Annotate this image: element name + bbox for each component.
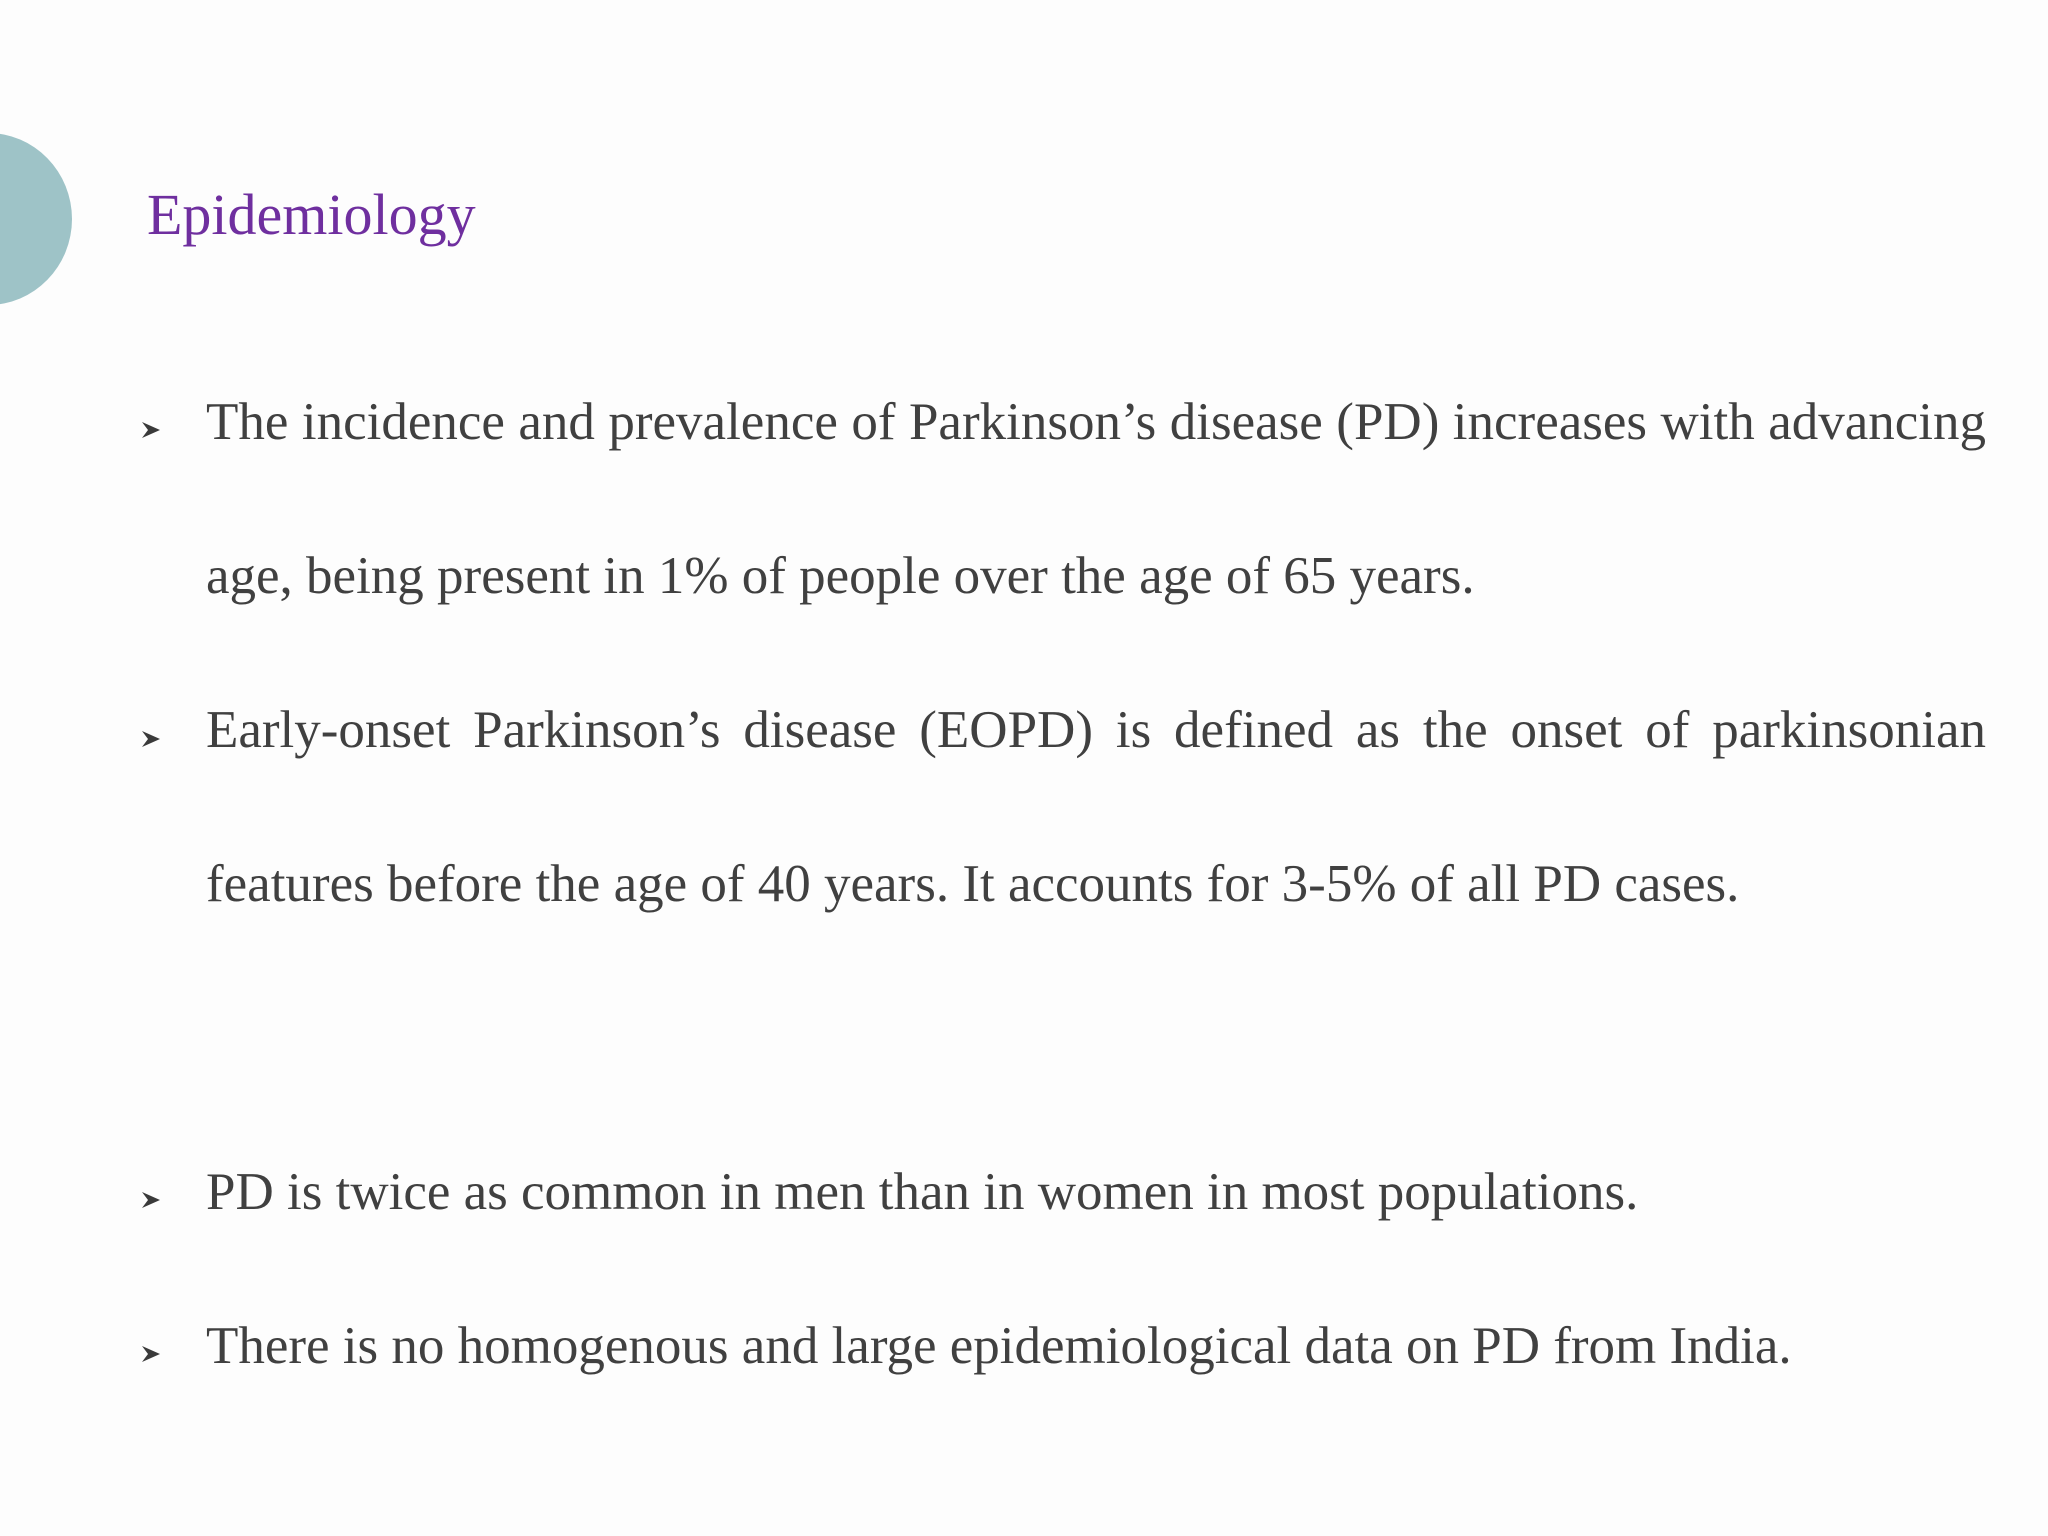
bullet-text: Early-onset Parkinson’s disease (EOPD) is defined as the onset of parkinsonian features before the age of 40 years. It accounts for 3-5% of all PD cases. [206, 701, 1986, 913]
bullet-text: The incidence and prevalence of Parkinson’s disease (PD) increases with advancing age, being present in 1% of people over the age of 65 years. [206, 393, 1986, 605]
bullet-text: There is no homogenous and large epidemiological data on PD from India. [206, 1317, 1792, 1375]
arrowhead-bullet-icon [141, 420, 161, 440]
arrowhead-bullet-icon [141, 729, 161, 749]
arrowhead-bullet-icon [141, 1344, 161, 1364]
arrowhead-bullet-icon [141, 1190, 161, 1210]
slide-title: Epidemiology [147, 182, 476, 247]
bullet-text: PD is twice as common in men than in women in most populations. [206, 1163, 1639, 1221]
title-accent-shape [0, 133, 72, 305]
